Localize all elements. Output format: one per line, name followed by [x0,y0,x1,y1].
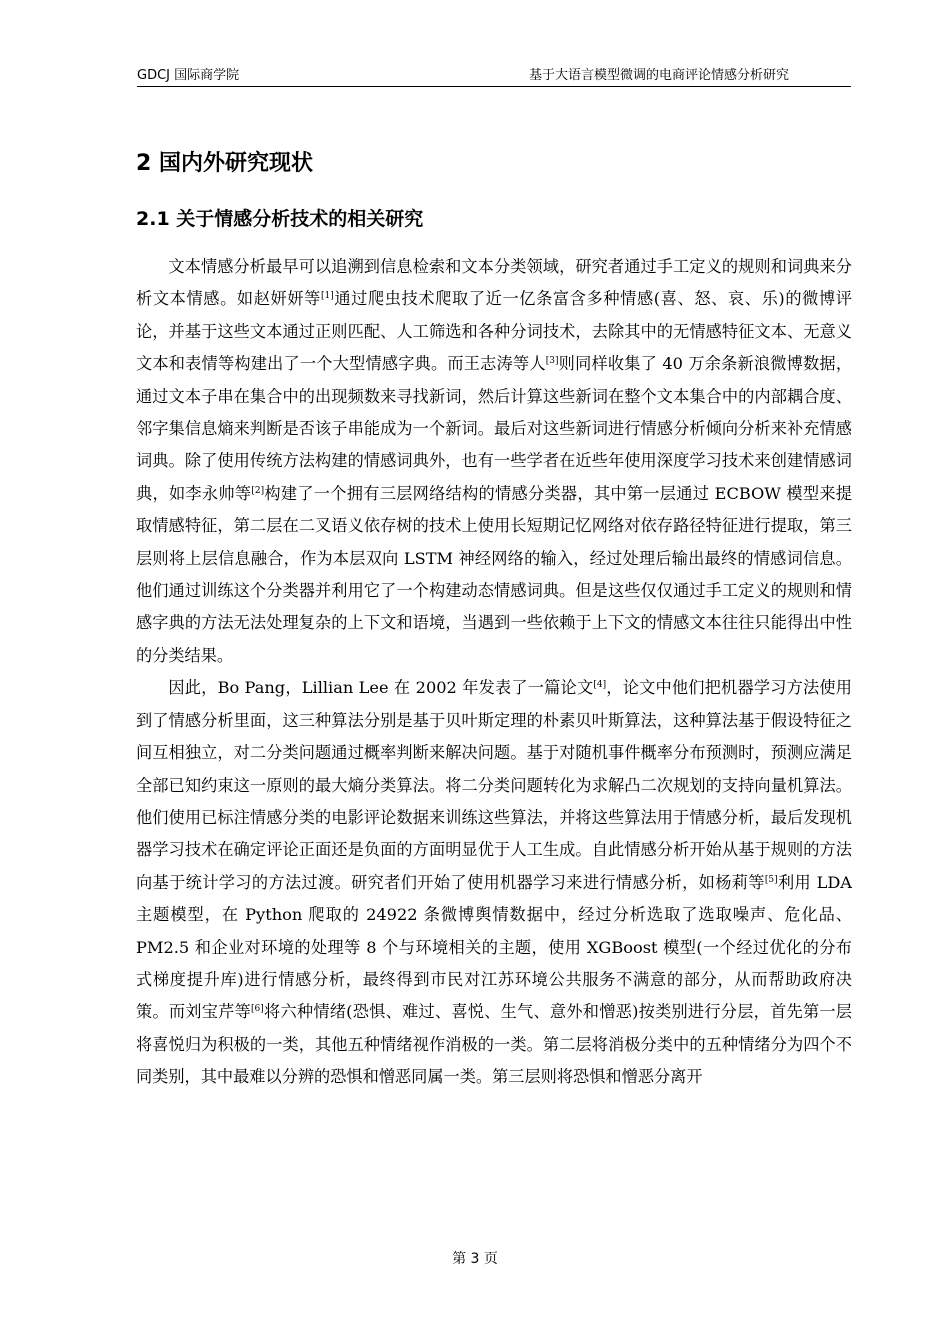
paragraph-text: 利用 LDA 主题模型，在 Python 爬取的 24922 条微博舆情数据中，经过分析选取了选取噪声、危化品、PM2.5 和企业对环境的处理等 8 个与环境相关的主题，使用 XGBoost 模型(一个经过优化的分布式梯度提升库)进行情感分析，最终得到市民对江苏环境公共服务不满意的部分，从而帮助政府决策。而刘宝芹等 [136,872,852,1022]
citation-ref: [6] [251,1004,264,1015]
paragraph-text: 则同样收集了 40 万余条新浪微博数据，通过文本子串在集合中的出现频数来寻找新词，然后计算这些新词在整个文本集合中的内部耦合度、邻字集信息熵来判断是否该子串能成为一个新词。最后对这些新词进行情感分析倾向分析来补充情感词典。除了使用传统方法构建的情感词典外，也有一些学者在近些年使用深度学习技术来创建情感词典，如李永帅等 [136,354,853,503]
paragraph-text: ，论文中他们把机器学习方法使用到了情感分析里面，这三种算法分别是基于贝叶斯定理的朴素贝叶斯算法，这种算法基于假设特征之间互相独立，对二分类问题通过概率判断来解决问题。基于对随机事件概率分布预测时，预测应满足全部已知约束这一原则的最大熵分类算法。将二分类问题转化为求解凸二次规划的支持向量机算法。他们使用已标注情感分类的电影评论数据来训练这些算法，并将这些算法用于情感分析，最后发现机器学习技术在确定评论正面还是负面的方面明显优于人工生成。自此情感分析开始从基于规则的方法向基于统计学习的方法过渡。研究者们开始了使用机器学习来进行情感分析，如杨莉等 [136,678,852,892]
paragraph-text: 将六种情绪(恐惧、难过、喜悦、生气、意外和憎恶)按类别进行分层，首先第一层将喜悦归为积极的一类，其他五种情绪视作消极的一类。第二层将消极分类中的五种情绪分为四个不同类别，其中最难以分辨的恐惧和憎恶同属一类。第三层则将恐惧和憎恶分离开 [136,1002,852,1087]
citation-ref: [5] [764,874,778,885]
body-text [136,251,852,1094]
paragraph [136,251,852,672]
section-title: 2.1 关于情感分析技术的相关研究 [136,208,424,230]
citation-ref: [3] [545,356,559,367]
citation-ref: [4] [593,680,607,691]
header-institution: GDCJ 国际商学院 [137,68,240,83]
chapter-title: 2 国内外研究现状 [136,151,313,176]
paragraph-text: 因此，Bo Pang，Lillian Lee 在 2002 年发表了一篇论文 [168,678,594,698]
paragraph-text: 文本情感分析最早可以追溯到信息检索和文本分类领域，研究者通过手工定义的规则和词典来分析文本情感。如赵妍妍等 [136,257,852,309]
citation-ref: [2] [251,485,265,496]
citation-ref: [1] [320,291,334,302]
header-thesis-title: 基于大语言模型微调的电商评论情感分析研究 [528,68,789,83]
page-number: 第 3 页 [452,1251,498,1267]
paragraph-text: 通过爬虫技术爬取了近一亿条富含多种情感(喜、怒、哀、乐)的微博评论，并基于这些文本通过正则匹配、人工筛选和各种分词技术，去除其中的无情感特征文本、无意义文本和表情等构建出了一个大型情感字典。而王志涛等人 [136,289,852,374]
page-header [137,66,851,87]
paragraph [136,672,852,1093]
paragraph-text: 构建了一个拥有三层网络结构的情感分类器，其中第一层通过 ECBOW 模型来提取情感特征，第二层在二叉语义依存树的技术上使用长短期记忆网络对依存路径特征进行提取，第三层则将上层信息融合，作为本层双向 LSTM 神经网络的输入，经过处理后输出最终的情感词信息。他们通过训练这个分类器并利用它了一个构建动态情感词典。但是这些仅仅通过手工定义的规则和情感字典的方法无法处理复杂的上下文和语境，当遇到一些依赖于上下文的情感文本往往只能得出中性的分类结果。 [136,483,852,665]
